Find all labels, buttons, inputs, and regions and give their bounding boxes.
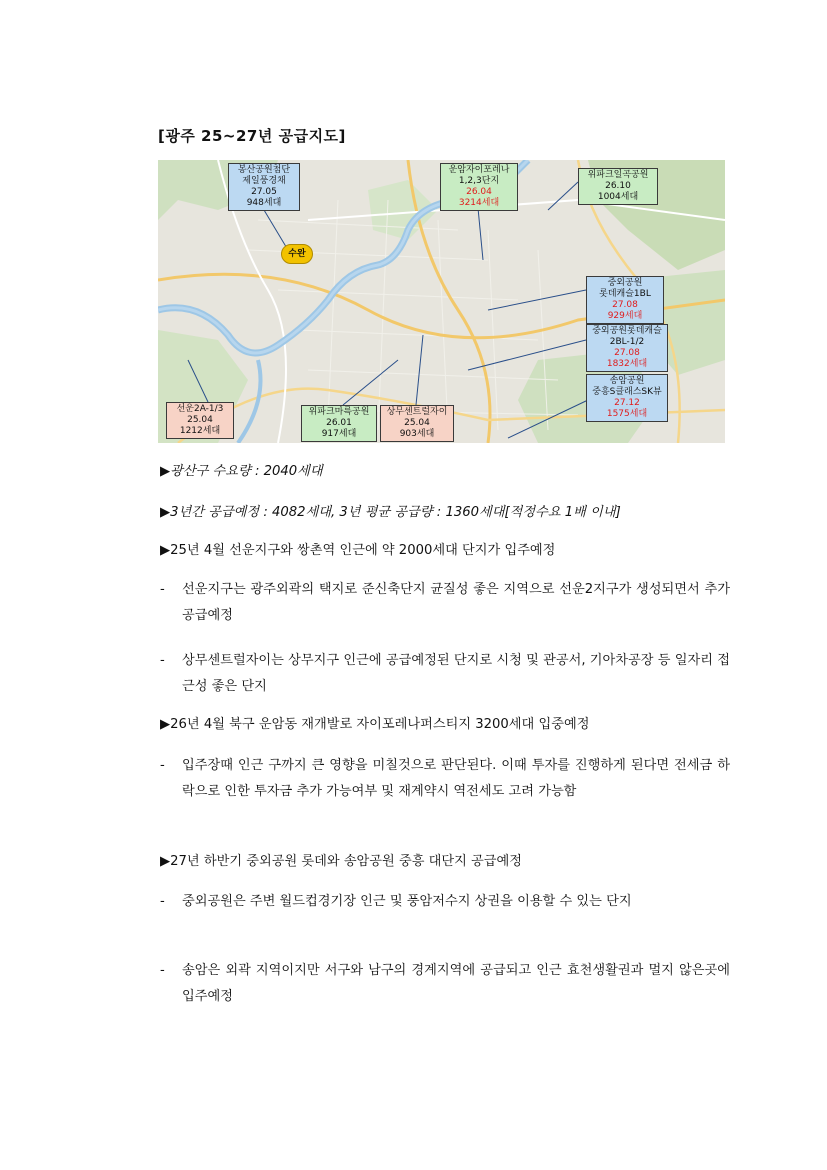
dash-marker: -	[160, 653, 165, 668]
supply-map	[158, 160, 725, 443]
label-line: 중흥S클래스SK뷰	[592, 387, 662, 397]
label-line: 3214세대	[458, 198, 500, 208]
label-line: 27.05	[251, 187, 277, 197]
bullet-text: 중외공원은 주변 월드컵경기장 인근 및 풍암저수지 상권을 이용할 수 있는 단지	[182, 894, 632, 909]
label-line: 봉산공원첨단	[237, 165, 291, 175]
supply-line: ▶3년간 공급예정 : 4082세대, 3년 평균 공급량 : 1360세대[적정수요 1배 이내]	[160, 505, 621, 520]
label-jungoe-2bl	[586, 324, 668, 372]
label-unam	[440, 163, 518, 211]
bullet-songam	[160, 958, 730, 1010]
label-line: 27.12	[614, 398, 640, 408]
dash-marker: -	[160, 582, 165, 597]
label-line: 상무센트럴자이	[386, 407, 448, 417]
heading-25: ▶25년 4월 선운지구와 쌍촌역 인근에 약 2000세대 단지가 입주예정	[160, 543, 556, 558]
label-line: 2BL-1/2	[609, 337, 645, 347]
label-mareuk	[301, 405, 377, 442]
dash-marker: -	[160, 758, 165, 773]
label-ilgok	[578, 168, 658, 205]
label-line: 위파크마륵공원	[308, 407, 370, 417]
label-jungoe-1bl	[586, 276, 664, 324]
label-line: 26.04	[466, 187, 492, 197]
bullet-sangmu	[160, 648, 730, 700]
label-line: 제일풍경채	[242, 176, 286, 186]
label-line: 1004세대	[597, 192, 639, 202]
label-line: 948세대	[246, 198, 282, 208]
bullet-impact	[160, 753, 730, 805]
bullet-text: 송암은 외곽 지역이지만 서구와 남구의 경계지역에 공급되고 인근 효천생활권과 멀지 않은곳에 입주예정	[182, 963, 730, 1004]
label-line: 929세대	[607, 311, 643, 321]
label-line: 운암자이포레나	[448, 165, 510, 175]
page-title: [광주 25~27년 공급지도]	[158, 127, 346, 145]
label-line: 송암공원	[609, 376, 645, 386]
label-line: 위파크일곡공원	[587, 170, 649, 180]
dash-marker: -	[160, 963, 165, 978]
label-line: 903세대	[399, 429, 435, 439]
label-seonun	[166, 402, 234, 439]
label-line: 중외공원롯데캐슬	[592, 326, 662, 336]
label-line: 25.04	[404, 418, 430, 428]
bullet-text: 입주장때 인근 구까지 큰 영향을 미칠것으로 판단된다. 이때 투자를 진행하게 된다면 전세금 하락으로 인한 투자금 추가 가능여부 및 재계약시 역전세도 고려 가능함	[182, 758, 730, 799]
label-line: 27.08	[614, 348, 640, 358]
bullet-text: 선운지구는 광주외곽의 택지로 준신축단지 균질성 좋은 지역으로 선운2지구가 생성되면서 추가공급예정	[182, 582, 730, 623]
label-line: 917세대	[321, 429, 357, 439]
label-line: 27.08	[612, 300, 638, 310]
label-line: 25.04	[187, 415, 213, 425]
label-line: 1212세대	[179, 426, 221, 436]
label-songam	[586, 374, 668, 422]
label-line: 선운2A-1/3	[176, 404, 224, 414]
suwan-badge: 수완	[281, 244, 313, 264]
label-line: 1,2,3단지	[458, 176, 500, 186]
heading-27: ▶27년 하반기 중외공원 롯데와 송암공원 중흥 대단지 공급예정	[160, 854, 523, 869]
demand-line: ▶광산구 수요량 : 2040세대	[160, 464, 323, 479]
bullet-seonun	[160, 577, 730, 629]
bullet-text: 상무센트럴자이는 상무지구 인근에 공급예정된 단지로 시청 및 관공서, 기아차공장 등 일자리 접근성 좋은 단지	[182, 653, 730, 694]
bullet-jungoe	[160, 889, 730, 915]
label-line: 1575세대	[606, 409, 648, 419]
label-bongsan	[228, 163, 300, 211]
label-line: 1832세대	[606, 359, 648, 369]
label-line: 26.10	[605, 181, 631, 191]
heading-26: ▶26년 4월 북구 운암동 재개발로 자이포레나퍼스티지 3200세대 입중예정	[160, 717, 590, 732]
label-line: 롯데캐슬1BL	[599, 289, 651, 299]
dash-marker: -	[160, 894, 165, 909]
label-sangmu	[380, 405, 454, 442]
label-line: 26.01	[326, 418, 352, 428]
label-line: 중외공원	[607, 278, 643, 288]
